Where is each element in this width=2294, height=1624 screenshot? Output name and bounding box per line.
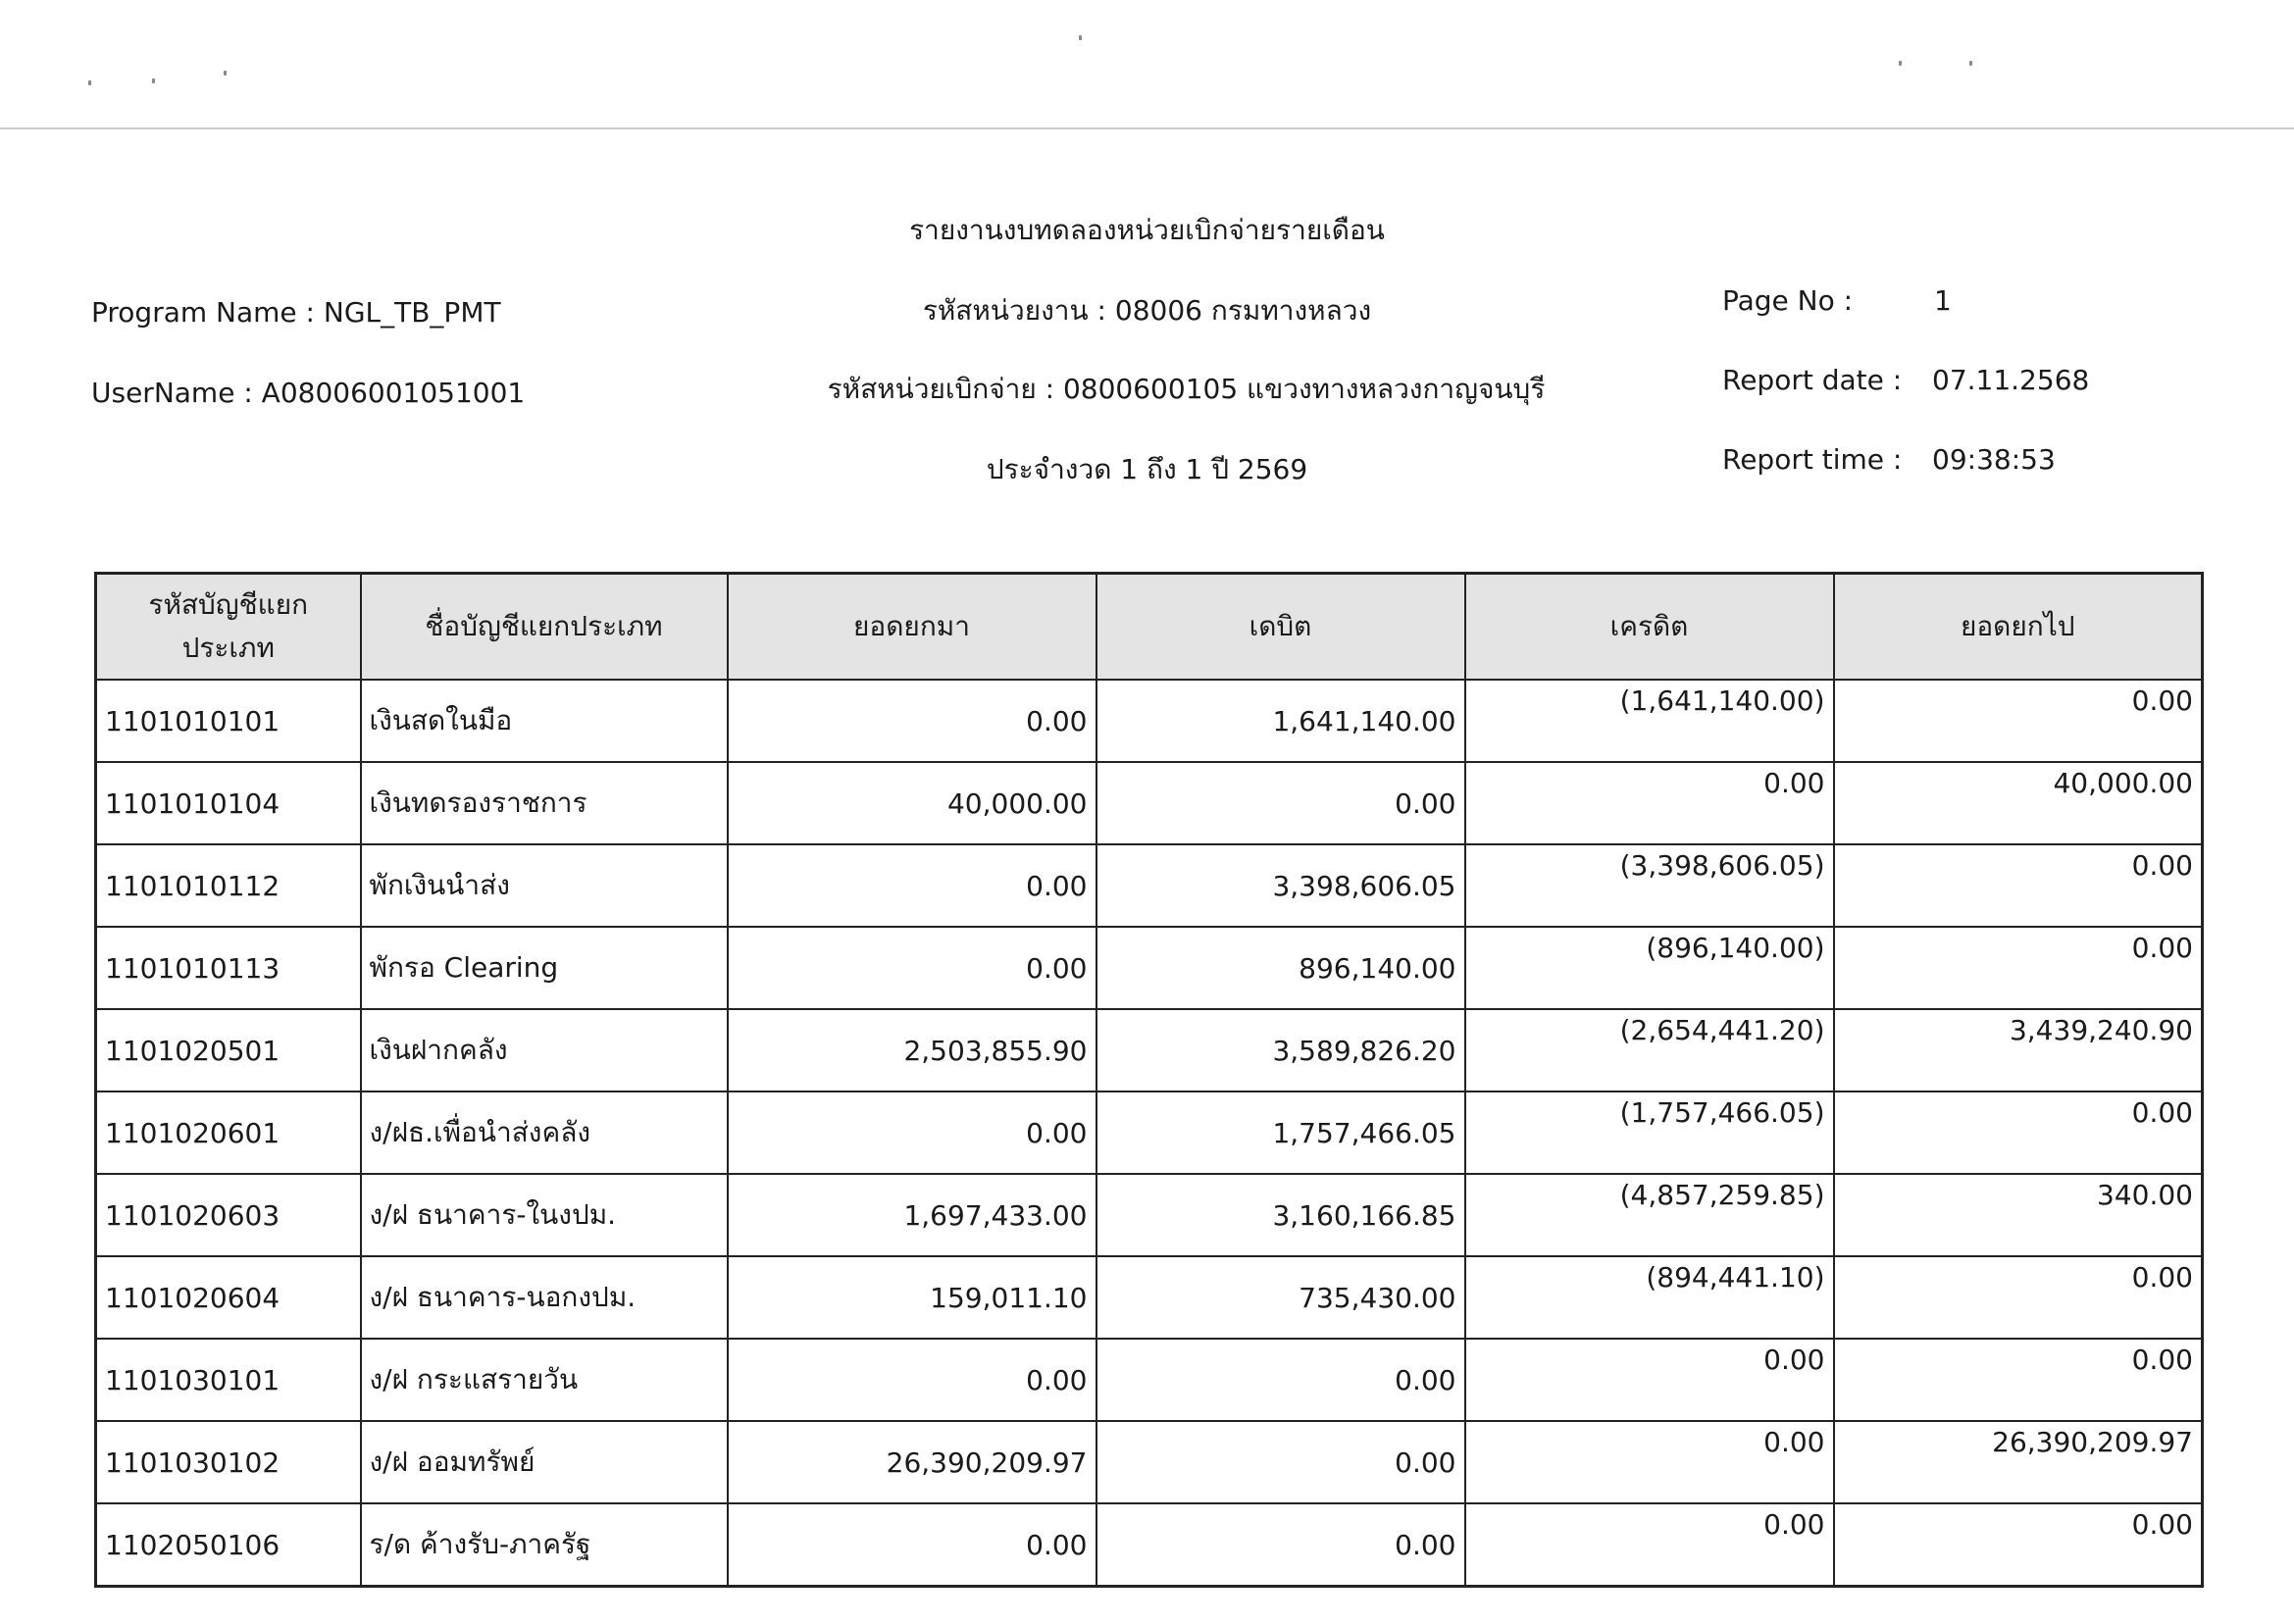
cell-account-code: 1101010104	[96, 762, 361, 844]
col-header-credit: เครดิต	[1465, 574, 1834, 681]
cell-debit: 896,140.00	[1096, 927, 1465, 1009]
cell-closing-balance: 0.00	[1834, 844, 2203, 927]
cell-credit: (2,654,441.20)	[1465, 1009, 1834, 1091]
cell-account-name: เงินสดในมือ	[361, 680, 728, 762]
cell-account-code: 1101030102	[96, 1421, 361, 1503]
cell-credit: (4,857,259.85)	[1465, 1174, 1834, 1256]
cell-debit: 1,757,466.05	[1096, 1091, 1465, 1174]
cell-closing-balance: 26,390,209.97	[1834, 1421, 2203, 1503]
scan-speck	[1899, 61, 1902, 66]
cell-account-code: 1101010112	[96, 844, 361, 927]
cell-account-code: 1102050106	[96, 1503, 361, 1587]
cell-debit: 0.00	[1096, 1339, 1465, 1421]
table-row	[96, 1421, 2203, 1503]
cell-debit: 0.00	[1096, 762, 1465, 844]
cell-credit: 0.00	[1465, 1503, 1834, 1587]
cell-closing-balance: 0.00	[1834, 1339, 2203, 1421]
cell-account-code: 1101010101	[96, 680, 361, 762]
report-time-value: 09:38:53	[1932, 443, 2056, 476]
disbursing-unit-line: รหัสหน่วยเบิกจ่าย : 0800600105 แขวงทางหลวงกาญจนบุรี	[827, 373, 1546, 405]
table-body	[96, 680, 2203, 1587]
cell-closing-balance: 0.00	[1834, 1503, 2203, 1587]
agency-line: รหัสหน่วยงาน : 08006 กรมทางหลวง	[922, 294, 1372, 327]
cell-account-name: ง/ฝ ออมทรัพย์	[361, 1421, 728, 1503]
cell-opening-balance: 0.00	[728, 1339, 1096, 1421]
cell-account-name: เงินทดรองราชการ	[361, 762, 728, 844]
col-header-closing-balance: ยอดยกไป	[1834, 574, 2203, 681]
program-name: Program Name : NGL_TB_PMT	[91, 296, 501, 329]
cell-account-name: ง/ฝธ.เพื่อนำส่งคลัง	[361, 1091, 728, 1174]
table-row	[96, 1503, 2203, 1587]
report-title: รายงานงบทดลองหน่วยเบิกจ่ายรายเดือน	[909, 214, 1385, 246]
cell-debit: 735,430.00	[1096, 1256, 1465, 1339]
cell-account-code: 1101020603	[96, 1174, 361, 1256]
cell-closing-balance: 0.00	[1834, 680, 2203, 762]
cell-debit: 1,641,140.00	[1096, 680, 1465, 762]
cell-closing-balance: 0.00	[1834, 927, 2203, 1009]
cell-debit: 3,589,826.20	[1096, 1009, 1465, 1091]
cell-account-code: 1101010113	[96, 927, 361, 1009]
cell-credit: (896,140.00)	[1465, 927, 1834, 1009]
table-row	[96, 1339, 2203, 1421]
cell-credit: (894,441.10)	[1465, 1256, 1834, 1339]
cell-account-code: 1101020604	[96, 1256, 361, 1339]
cell-opening-balance: 159,011.10	[728, 1256, 1096, 1339]
cell-closing-balance: 0.00	[1834, 1256, 2203, 1339]
table-row	[96, 1256, 2203, 1339]
cell-opening-balance: 2,503,855.90	[728, 1009, 1096, 1091]
table-row	[96, 1174, 2203, 1256]
report-date-label: Report date :	[1722, 364, 1903, 396]
cell-closing-balance: 3,439,240.90	[1834, 1009, 2203, 1091]
cell-opening-balance: 0.00	[728, 680, 1096, 762]
scan-speck	[1079, 35, 1082, 40]
cell-credit: (1,757,466.05)	[1465, 1091, 1834, 1174]
cell-account-name: ง/ฝ ธนาคาร-นอกงปม.	[361, 1256, 728, 1339]
cell-debit: 0.00	[1096, 1503, 1465, 1587]
period-line: ประจำงวด 1 ถึง 1 ปี 2569	[986, 453, 1308, 485]
report-time-label: Report time :	[1722, 443, 1903, 476]
cell-credit: 0.00	[1465, 1339, 1834, 1421]
cell-closing-balance: 340.00	[1834, 1174, 2203, 1256]
page-no-label: Page No :	[1722, 284, 1854, 317]
cell-opening-balance: 0.00	[728, 844, 1096, 927]
table-row	[96, 1091, 2203, 1174]
col-header-debit: เดบิต	[1096, 574, 1465, 681]
scan-speck	[224, 71, 227, 76]
table-row	[96, 927, 2203, 1009]
cell-account-code: 1101020601	[96, 1091, 361, 1174]
cell-account-name: ร/ด ค้างรับ-ภาครัฐ	[361, 1503, 728, 1587]
cell-credit: (3,398,606.05)	[1465, 844, 1834, 927]
cell-account-name: พักเงินนำส่ง	[361, 844, 728, 927]
scan-speck	[1969, 61, 1972, 66]
cell-account-name: ง/ฝ กระแสรายวัน	[361, 1339, 728, 1421]
username: UserName : A08006001051001	[91, 377, 526, 409]
page-top-rule	[0, 127, 2294, 129]
table-row	[96, 762, 2203, 844]
cell-closing-balance: 0.00	[1834, 1091, 2203, 1174]
cell-account-name: พักรอ Clearing	[361, 927, 728, 1009]
cell-credit: (1,641,140.00)	[1465, 680, 1834, 762]
col-header-account-code: รหัสบัญชีแยกประเภท	[96, 574, 361, 681]
table-header-row	[96, 574, 2203, 681]
cell-opening-balance: 40,000.00	[728, 762, 1096, 844]
trial-balance-table	[94, 572, 2204, 1588]
table-row	[96, 844, 2203, 927]
cell-opening-balance: 0.00	[728, 927, 1096, 1009]
cell-opening-balance: 26,390,209.97	[728, 1421, 1096, 1503]
cell-debit: 3,160,166.85	[1096, 1174, 1465, 1256]
cell-opening-balance: 0.00	[728, 1091, 1096, 1174]
table-row	[96, 680, 2203, 762]
cell-account-name: ง/ฝ ธนาคาร-ในงปม.	[361, 1174, 728, 1256]
cell-debit: 0.00	[1096, 1421, 1465, 1503]
cell-account-name: เงินฝากคลัง	[361, 1009, 728, 1091]
cell-opening-balance: 0.00	[728, 1503, 1096, 1587]
cell-opening-balance: 1,697,433.00	[728, 1174, 1096, 1256]
col-header-opening-balance: ยอดยกมา	[728, 574, 1096, 681]
cell-credit: 0.00	[1465, 762, 1834, 844]
cell-credit: 0.00	[1465, 1421, 1834, 1503]
page-no-value: 1	[1934, 284, 1952, 317]
cell-account-code: 1101020501	[96, 1009, 361, 1091]
report-date-value: 07.11.2568	[1932, 364, 2090, 396]
cell-closing-balance: 40,000.00	[1834, 762, 2203, 844]
cell-account-code: 1101030101	[96, 1339, 361, 1421]
col-header-account-name: ชื่อบัญชีแยกประเภท	[361, 574, 728, 681]
scan-speck	[88, 80, 91, 85]
table-row	[96, 1009, 2203, 1091]
scan-speck	[152, 78, 155, 83]
cell-debit: 3,398,606.05	[1096, 844, 1465, 927]
